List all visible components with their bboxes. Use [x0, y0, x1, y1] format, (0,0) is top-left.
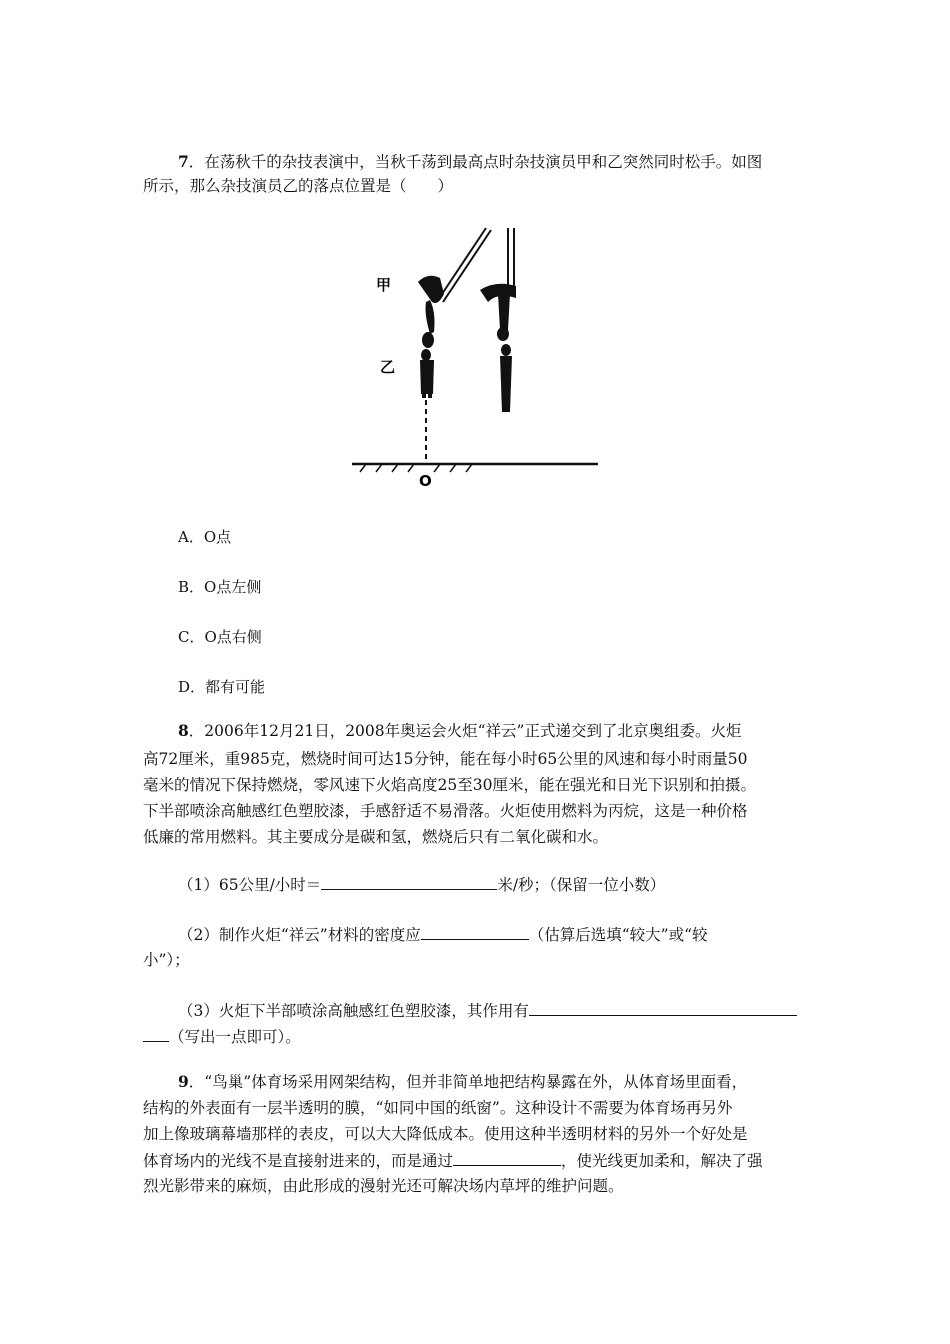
swing-diagram [348, 222, 602, 492]
label-yi: 乙 [380, 358, 396, 376]
q9-number: 9 [178, 1072, 189, 1091]
q9-blank[interactable] [453, 1148, 561, 1166]
q8-sub1: （1）65公里/小时＝ 米/秒；（保留一位小数） [178, 872, 665, 897]
q7-option-c: C．O点右侧 [178, 628, 262, 646]
label-o: O [419, 472, 432, 490]
q8-sub3-blank[interactable] [529, 998, 797, 1016]
q8-line-5: 低廉的常用燃料。其主要成分是碳和氢，燃烧后只有二氧化碳和水。 [143, 828, 609, 846]
q8-number: 8 [178, 721, 189, 740]
q7-line-1: 7．在荡秋千的杂技表演中，当秋千荡到最高点时杂技演员甲和乙突然同时松手。如图 [178, 152, 763, 171]
q7-number: 7 [178, 152, 189, 171]
q8-sub3-blank-cont[interactable] [143, 1024, 169, 1042]
q7-option-a: A．O点 [178, 528, 232, 546]
q8-line-2: 高72厘米，重985克，燃烧时间可达15分钟，能在每小时65公里的风速和每小时雨量50 [143, 750, 748, 768]
q8-sub1-blank[interactable] [321, 872, 497, 890]
q8-sub2-line-2: 小”）； [143, 951, 190, 969]
q8-sub3: （3）火炬下半部喷涂高触感红色塑胶漆，其作用有 [178, 998, 797, 1023]
swing-diagram-svg [348, 222, 602, 492]
q7-line-2: 所示，那么杂技演员乙的落点位置是（ ） [143, 177, 454, 195]
q8-sub2-blank[interactable] [421, 922, 529, 940]
q9-line-4: 体育场内的光线不是直接射进来的，而是通过 ，使光线更加柔和，解决了强 [143, 1148, 763, 1173]
q9-line-1: 9．“鸟巢”体育场采用网架结构，但并非简单地把结构暴露在外，从体育场里面看， [178, 1072, 748, 1091]
q8-sub3-line-2: （写出一点即可）。 [143, 1024, 301, 1049]
q8-sub2: （2）制作火炬“祥云”材料的密度应 （估算后选填“较大”或“较 [178, 922, 708, 947]
q9-line-3: 加上像玻璃幕墙那样的表皮，可以大大降低成本。使用这种半透明材料的另外一个好处是 [143, 1125, 748, 1143]
q9-line-2: 结构的外表面有一层半透明的膜，“如同中国的纸窗”。这种设计不需要为体育场再另外 [143, 1099, 733, 1117]
q7-option-d: D．都有可能 [178, 678, 266, 696]
q8-line-1: 8．2006年12月21日，2008年奥运会火炬“祥云”正式递交到了北京奥组委。火炬 [178, 721, 742, 740]
q8-line-3: 毫米的情况下保持燃烧，零风速下火焰高度25至30厘米，能在强光和日光下识别和拍摄。 [143, 776, 756, 794]
label-jia: 甲 [376, 276, 392, 294]
q9-line-5: 烈光影带来的麻烦，由此形成的漫射光还可解决场内草坪的维护问题。 [143, 1177, 624, 1195]
q7-option-b: B．O点左侧 [178, 578, 262, 596]
q8-line-4: 下半部喷涂高触感红色塑胶漆，手感舒适不易滑落。火炬使用燃料为丙烷，这是一种价格 [143, 802, 748, 820]
